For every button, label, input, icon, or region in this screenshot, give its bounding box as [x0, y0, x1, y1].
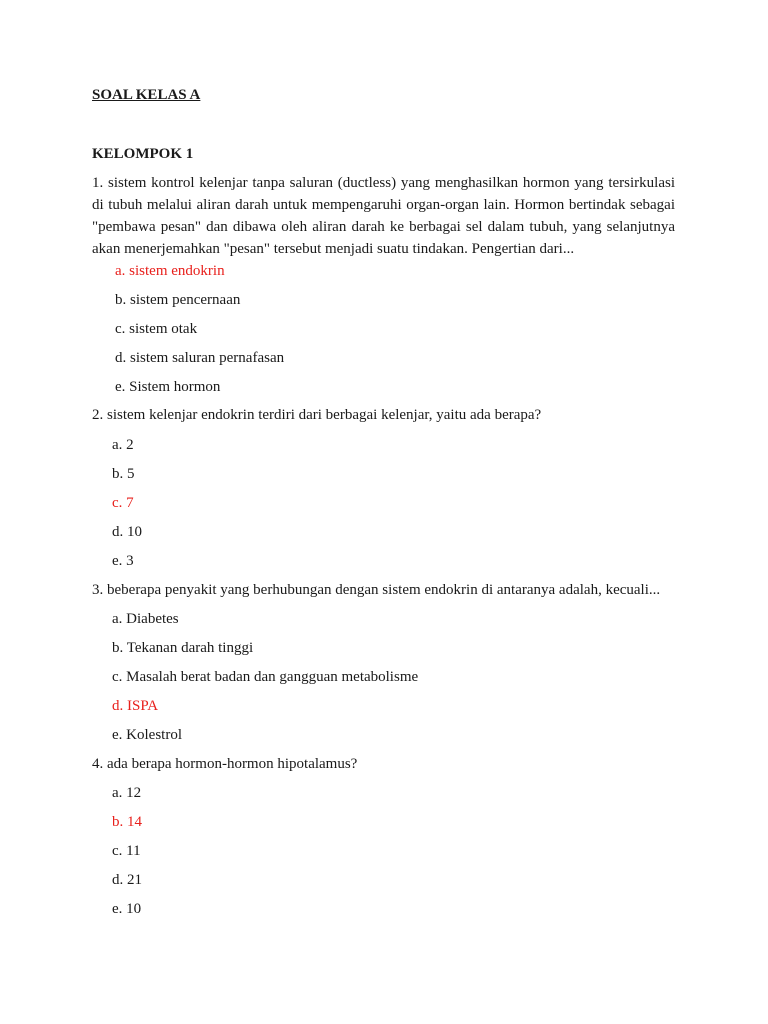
q3-option-a: a. Diabetes — [112, 611, 179, 627]
q1-option-a: a. sistem endokrin — [115, 263, 225, 279]
q1-option-b: b. sistem pencernaan — [115, 292, 241, 308]
q1-option-c: c. sistem otak — [115, 321, 198, 337]
page-title: SOAL KELAS A — [92, 87, 201, 103]
q4-option-e: e. 10 — [112, 901, 142, 917]
q2-option-e: e. 3 — [112, 553, 134, 569]
q3-option-b: b. Tekanan darah tinggi — [112, 640, 254, 656]
q3-option-d: d. ISPA — [112, 698, 159, 714]
q1-option-e: e. Sistem hormon — [115, 379, 221, 395]
q3-option-c: c. Masalah berat badan dan gangguan metabolisme — [112, 669, 419, 685]
question-4: 4. ada berapa hormon-hormon hipotalamus? — [92, 756, 358, 772]
question-3: 3. beberapa penyakit yang berhubungan dengan sistem endokrin di antaranya adalah, kecuali... — [92, 582, 661, 598]
q2-option-a: a. 2 — [112, 437, 134, 453]
q1-option-d: d. sistem saluran pernafasan — [115, 350, 285, 366]
q4-option-b: b. 14 — [112, 814, 142, 830]
q4-option-c: c. 11 — [112, 843, 141, 859]
question-1: 1. sistem kontrol kelenjar tanpa saluran (ductless) yang menghasilkan hormon yang tersirkulasi di tubuh melalui aliran darah untuk mempengaruhi organ-organ lain. Hormon bertindak sebagai "pembawa pesan" dan dibawa oleh aliran darah ke berbagai sel dalam tubuh, yang selanjutnya akan menerjemahkan "pesan" tersebut menjadi suatu tindakan. Pengertian dari... — [92, 175, 675, 257]
q2-option-b: b. 5 — [112, 466, 135, 482]
q4-option-a: a. 12 — [112, 785, 142, 801]
group-heading: KELOMPOK 1 — [92, 146, 194, 162]
q3-option-e: e. Kolestrol — [112, 727, 182, 743]
question-2: 2. sistem kelenjar endokrin terdiri dari berbagai kelenjar, yaitu ada berapa? — [92, 407, 542, 423]
q2-option-c: c. 7 — [112, 495, 134, 511]
q2-option-d: d. 10 — [112, 524, 142, 540]
q4-option-d: d. 21 — [112, 872, 142, 888]
